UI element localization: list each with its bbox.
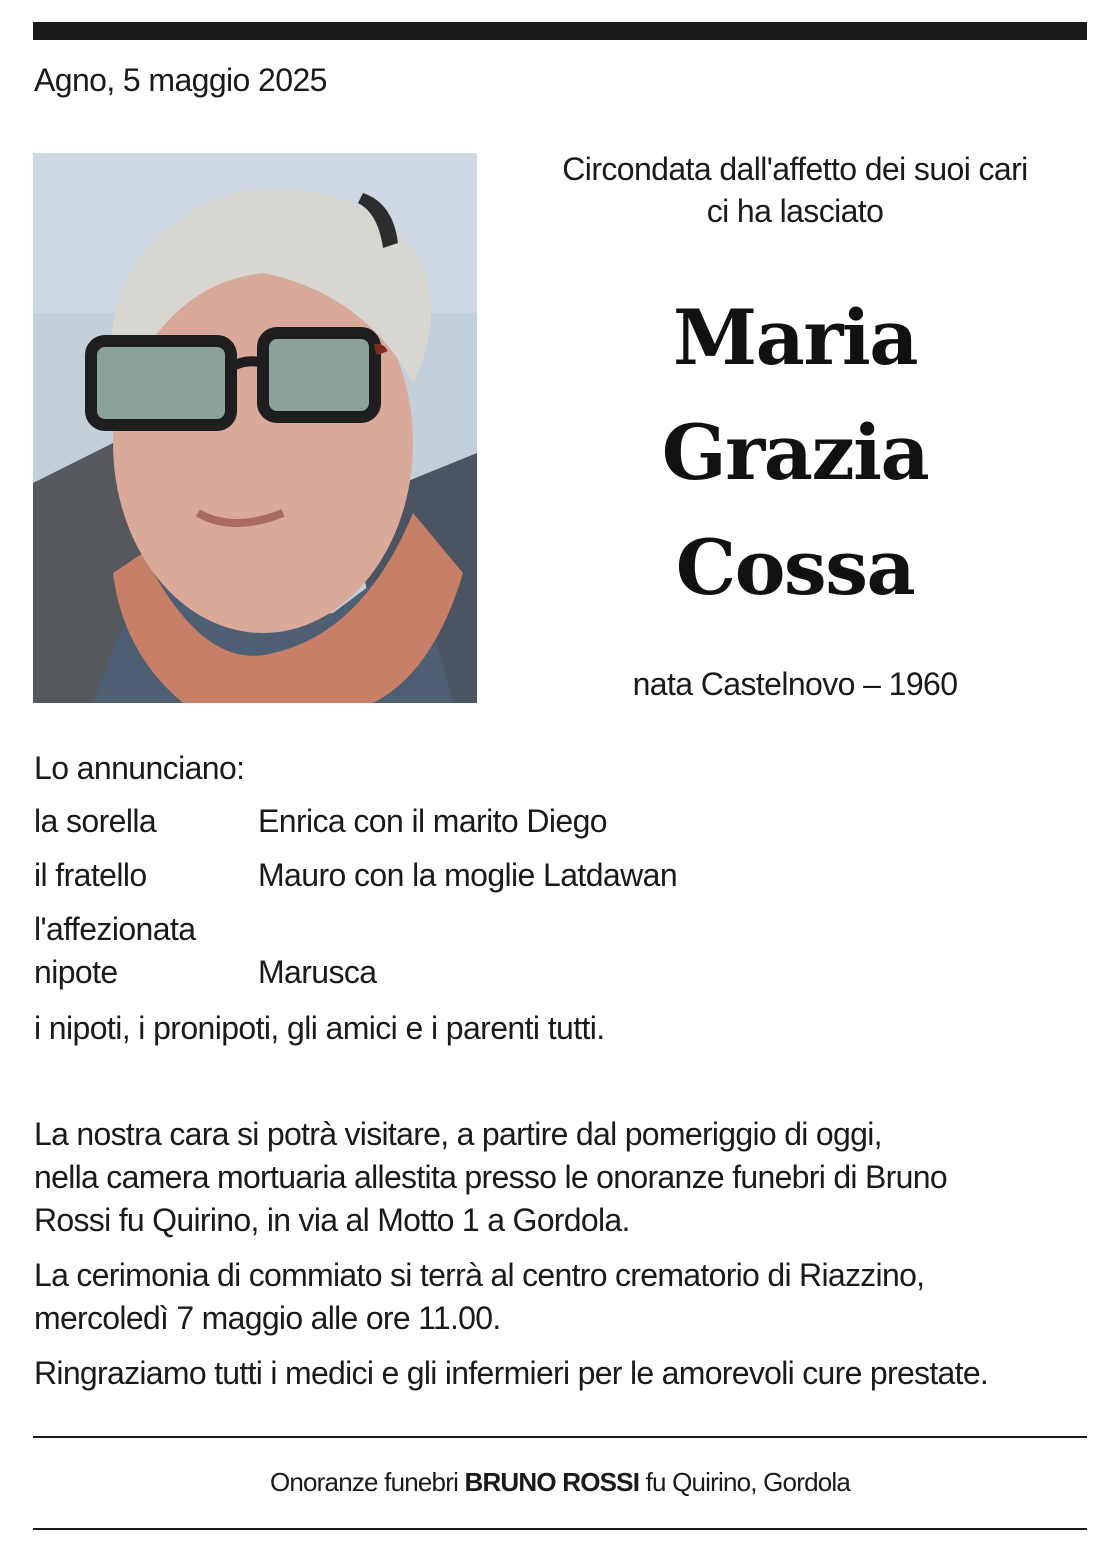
notice-text <box>34 1113 1094 1407</box>
relative-names: Marusca <box>258 954 377 990</box>
relative-names: Mauro con la moglie Latdawan <box>258 857 678 893</box>
intro-text <box>495 148 1095 232</box>
first-name: Maria <box>672 293 918 382</box>
ceremony-line: La cerimonia di commiato si terrà al centro crematorio di Riazzino, <box>34 1257 925 1293</box>
footer-suffix: fu Quirino, Gordola <box>639 1467 851 1497</box>
date-line: Agno, 5 maggio 2025 <box>34 62 327 98</box>
relative-names: Enrica con il marito Diego <box>258 803 607 839</box>
intro-line-1: Circondata dall'affetto dei suoi cari <box>562 151 1028 187</box>
intro-line-2: ci ha lasciato <box>706 193 884 229</box>
middle-name: Grazia <box>661 408 929 497</box>
ceremony-line: mercoledì 7 maggio alle ore 11.00. <box>34 1300 501 1336</box>
top-rule <box>33 22 1087 40</box>
surname: Cossa <box>675 523 915 612</box>
relation: la sorella <box>34 803 157 839</box>
funeral-home-credit <box>33 1467 1087 1498</box>
portrait-photo <box>33 153 477 703</box>
ceremony-paragraph <box>34 1254 1094 1340</box>
footer-company: BRUNO ROSSI <box>464 1467 640 1497</box>
family-row <box>34 800 1084 843</box>
others-line: i nipoti, i pronipoti, gli amici e i parenti tutti. <box>34 1010 605 1046</box>
thanks-paragraph <box>34 1352 1094 1395</box>
visit-line: nella camera mortuaria allestita presso le onoranze funebri di Bruno <box>34 1159 947 1195</box>
footer-prefix: Onoranze funebri <box>269 1467 465 1497</box>
footer-bottom-rule <box>33 1528 1087 1530</box>
relation: il fratello <box>34 857 147 893</box>
born-line: nata Castelnovo – 1960 <box>632 666 958 702</box>
footer-top-rule <box>33 1436 1087 1438</box>
family-list <box>34 800 1084 1005</box>
visit-line: Rossi fu Quirino, in via al Motto 1 a Gordola. <box>34 1202 630 1238</box>
thanks-line: Ringraziamo tutti i medici e gli infermieri per le amorevoli cure prestate. <box>34 1355 989 1391</box>
announcers-title: Lo annunciano: <box>34 750 245 786</box>
relation: l'affezionata nipote <box>34 911 196 990</box>
family-row <box>34 908 1084 994</box>
visit-paragraph <box>34 1113 1094 1242</box>
portrait-photo-icon <box>33 153 477 703</box>
deceased-name <box>495 280 1095 625</box>
family-row <box>34 854 1084 897</box>
visit-line: La nostra cara si potrà visitare, a partire dal pomeriggio di oggi, <box>34 1116 882 1152</box>
